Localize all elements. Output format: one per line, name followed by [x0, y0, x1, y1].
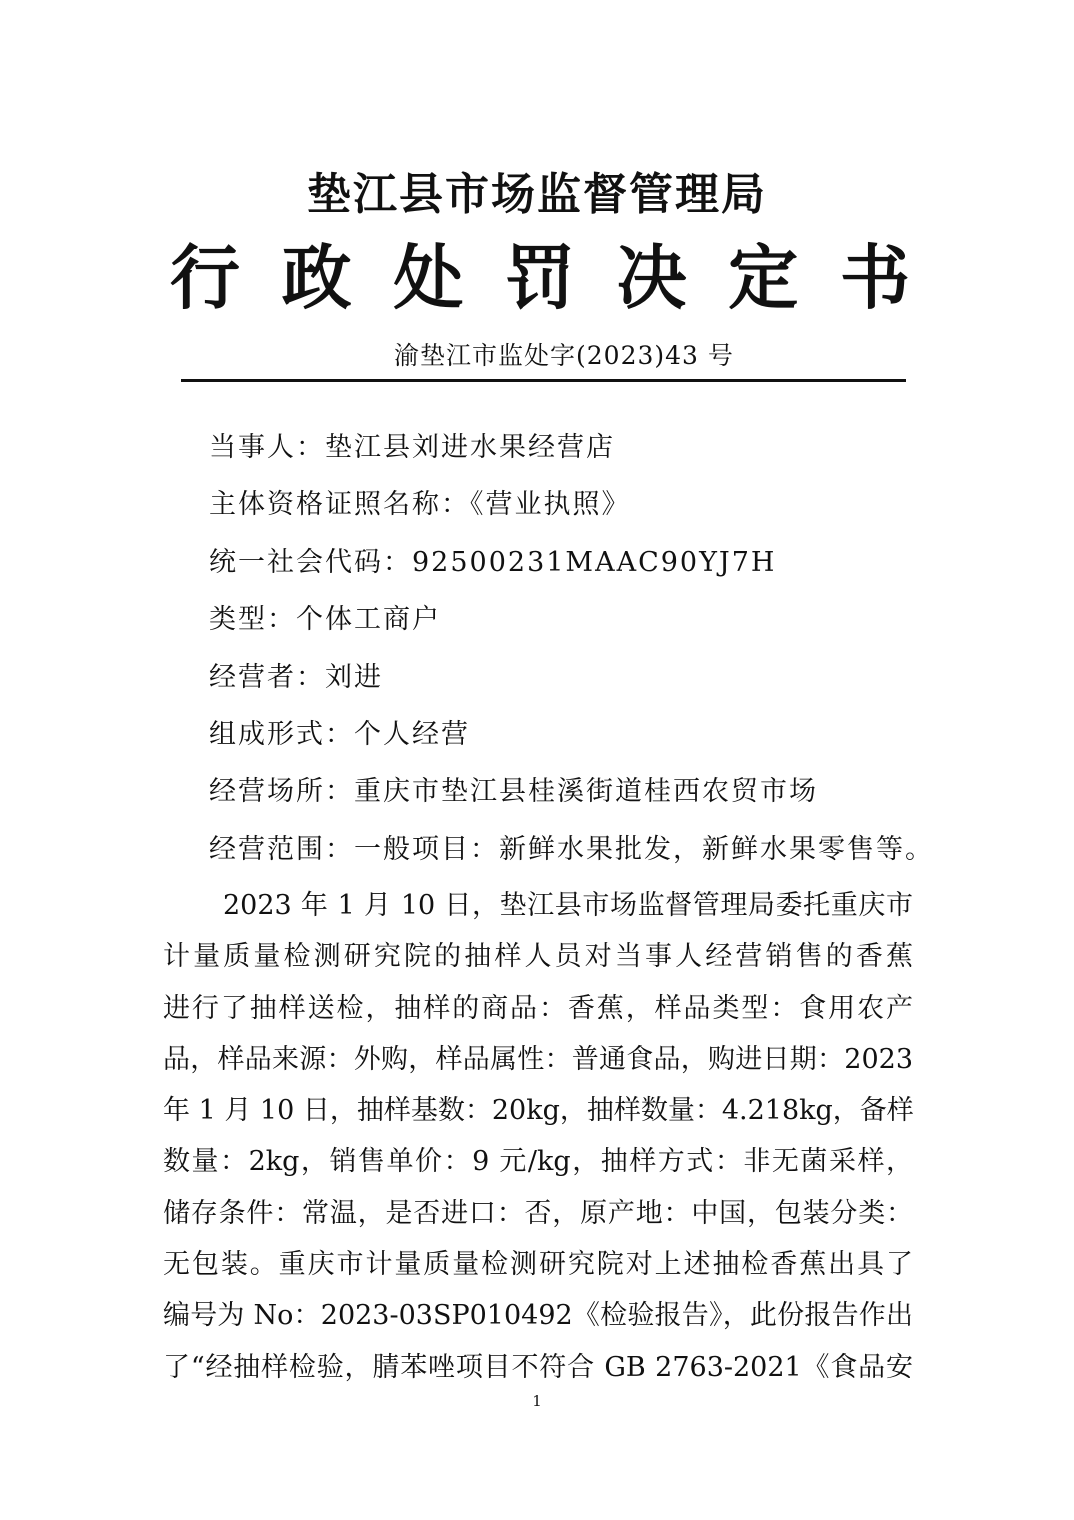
body-line: 编号为 No：2023-03SP010492《检验报告》，此份报告作出	[163, 1300, 913, 1332]
body-line: 了“经抽样检验，腈苯唑项目不符合 GB 2763-2021《食品安	[163, 1351, 913, 1383]
title-char: 政	[281, 236, 352, 319]
document-title	[170, 236, 910, 320]
body-paragraph	[163, 880, 913, 1393]
operator-name: 经营者：刘进	[209, 661, 383, 693]
body-line: 计量质量检测研究院的抽样人员对当事人经营销售的香蕉	[163, 941, 913, 973]
title-char: 处	[393, 236, 464, 319]
body-line: 2023 年 1 月 10 日，垫江县市场监督管理局委托重庆市	[223, 890, 913, 921]
document-number: 渝垫江市监处字(2023)43 号	[394, 341, 734, 370]
agency-name: 垫江县市场监督管理局	[307, 169, 767, 220]
body-line: 进行了抽样送检，抽样的商品：香蕉，样品类型：食用农产	[163, 992, 913, 1024]
business-scope: 经营范围：一般项目：新鲜水果批发，新鲜水果零售等。	[209, 833, 934, 865]
title-char: 行	[170, 236, 240, 319]
title-char: 决	[616, 236, 687, 319]
body-line: 数量：2kg，销售单价：9 元/kg，抽样方式：非无菌采样，	[163, 1146, 913, 1178]
title-char: 书	[839, 236, 910, 319]
body-line: 储存条件：常温，是否进口：否，原产地：中国，包装分类：	[163, 1197, 913, 1229]
license-name: 主体资格证照名称：《营业执照》	[209, 489, 631, 521]
title-char: 罚	[504, 236, 575, 319]
party-name: 当事人：垫江县刘进水果经营店	[209, 432, 615, 463]
organization-form: 组成形式：个人经营	[209, 718, 470, 750]
body-line: 年 1 月 10 日，抽样基数：20kg，抽样数量：4.218kg，备样	[163, 1095, 914, 1127]
page-number: 1	[532, 1392, 542, 1410]
body-line: 无包装。重庆市计量质量检测研究院对上述抽检香蕉出具了	[163, 1249, 913, 1281]
title-char: 定	[728, 236, 799, 319]
header-divider	[181, 379, 906, 382]
business-location: 经营场所：重庆市垫江县桂溪街道桂西农贸市场	[209, 776, 818, 808]
party-info-list	[209, 426, 934, 885]
entity-type: 类型：个体工商户	[209, 604, 441, 636]
body-line: 品，样品来源：外购，样品属性：普通食品，购进日期：2023	[163, 1043, 913, 1075]
social-credit-code: 统一社会代码：92500231MAAC90YJ7H	[209, 546, 777, 578]
